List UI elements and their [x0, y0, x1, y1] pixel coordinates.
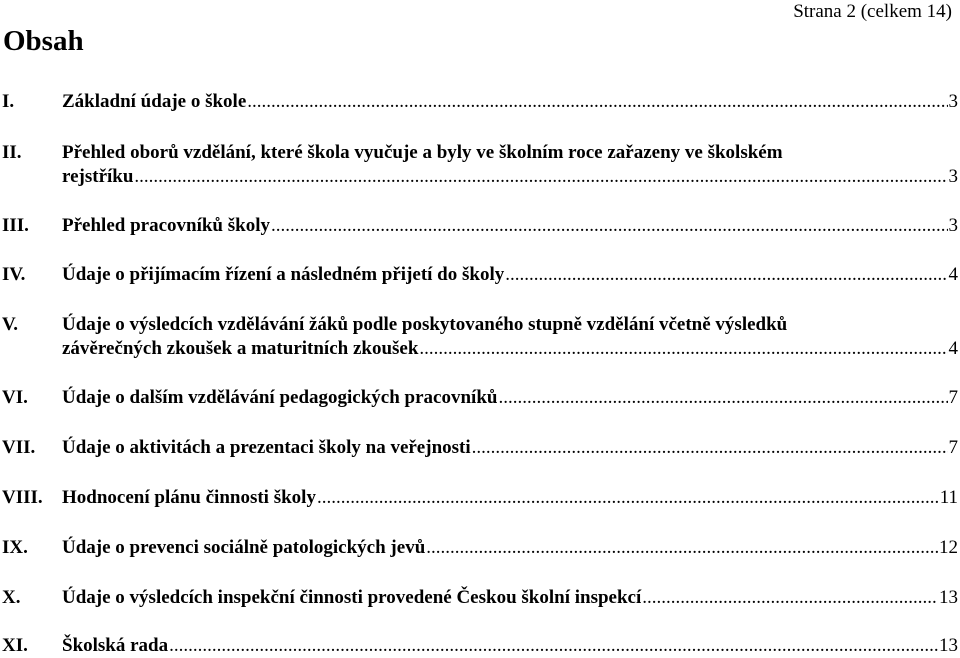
toc-entry-number: IX. — [2, 537, 28, 558]
dot-leader — [134, 165, 947, 189]
toc-entry-page: 3 — [948, 166, 958, 187]
toc-entry-page: 13 — [939, 635, 958, 656]
dot-leader — [426, 536, 938, 560]
toc-entry[interactable] — [2, 214, 958, 238]
toc-entry-title: Školská rada — [62, 635, 169, 656]
toc-entry-title: Přehled oborů vzdělání, které škola vyučuje a byly ve školním roce zařazeny ve školském — [62, 142, 783, 163]
toc-entry-title: Údaje o prevenci sociálně patologických jevů — [62, 537, 426, 558]
toc-entry[interactable] — [2, 634, 958, 658]
toc-entry-number: IV. — [2, 264, 26, 285]
toc-entry-title-continued: závěrečných zkoušek a maturitních zkoušek — [62, 338, 419, 359]
toc-title: Obsah — [3, 25, 84, 57]
page-indicator: Strana 2 (celkem 14) — [793, 1, 952, 22]
toc-entry[interactable] — [2, 141, 958, 189]
toc-entry-page: 12 — [939, 537, 958, 558]
toc-entry-page: 4 — [948, 338, 958, 359]
dot-leader — [271, 214, 948, 238]
dot-leader — [169, 634, 938, 658]
toc-entry-number: XI. — [2, 635, 28, 656]
toc-entry[interactable] — [2, 586, 958, 610]
toc-entry-title: Údaje o přijímacím řízení a následném přijetí do školy — [62, 264, 505, 285]
toc-entry-number: V. — [2, 314, 19, 335]
toc-entry-number: I. — [2, 91, 15, 112]
toc-entry-number: VII. — [2, 437, 36, 458]
toc-entry-number: VI. — [2, 387, 28, 408]
toc-entry-page: 13 — [939, 587, 958, 608]
dot-leader — [642, 586, 938, 610]
table-of-contents — [2, 0, 958, 656]
toc-entry-page: 3 — [948, 215, 958, 236]
toc-entry[interactable] — [2, 536, 958, 560]
dot-leader — [505, 263, 947, 287]
toc-entry-page: 11 — [939, 487, 958, 508]
toc-entry-title: Základní údaje o škole — [62, 91, 247, 112]
toc-entry-title: Údaje o výsledcích inspekční činnosti provedené Českou školní inspekcí — [62, 587, 642, 608]
toc-entry[interactable] — [2, 90, 958, 114]
toc-entry[interactable] — [2, 313, 958, 361]
dot-leader — [498, 386, 947, 410]
toc-entry[interactable] — [2, 436, 958, 460]
toc-entry[interactable] — [2, 386, 958, 410]
toc-entry-number: VIII. — [2, 487, 43, 508]
dot-leader — [472, 436, 948, 460]
toc-entry-title-continued: rejstříku — [62, 166, 134, 187]
toc-entry-title: Údaje o aktivitách a prezentaci školy na veřejnosti — [62, 437, 471, 458]
toc-entry-page: 7 — [948, 437, 958, 458]
dot-leader — [419, 337, 947, 361]
toc-entry-number: X. — [2, 587, 21, 608]
toc-entry[interactable] — [2, 486, 958, 510]
toc-entry-title: Hodnocení plánu činnosti školy — [62, 487, 316, 508]
toc-entry-number: II. — [2, 142, 22, 163]
dot-leader — [247, 90, 947, 114]
toc-entry-page: 4 — [948, 264, 958, 285]
toc-entry-title: Přehled pracovníků školy — [62, 215, 270, 236]
toc-entry-title: Údaje o dalším vzdělávání pedagogických pracovníků — [62, 387, 498, 408]
toc-entry-page: 3 — [948, 91, 958, 112]
toc-entry-title: Údaje o výsledcích vzdělávání žáků podle poskytovaného stupně vzdělání včetně výsledků — [62, 314, 788, 335]
toc-entry-number: III. — [2, 215, 29, 236]
toc-entry-page: 7 — [948, 387, 958, 408]
toc-entry[interactable] — [2, 263, 958, 287]
dot-leader — [317, 486, 939, 510]
